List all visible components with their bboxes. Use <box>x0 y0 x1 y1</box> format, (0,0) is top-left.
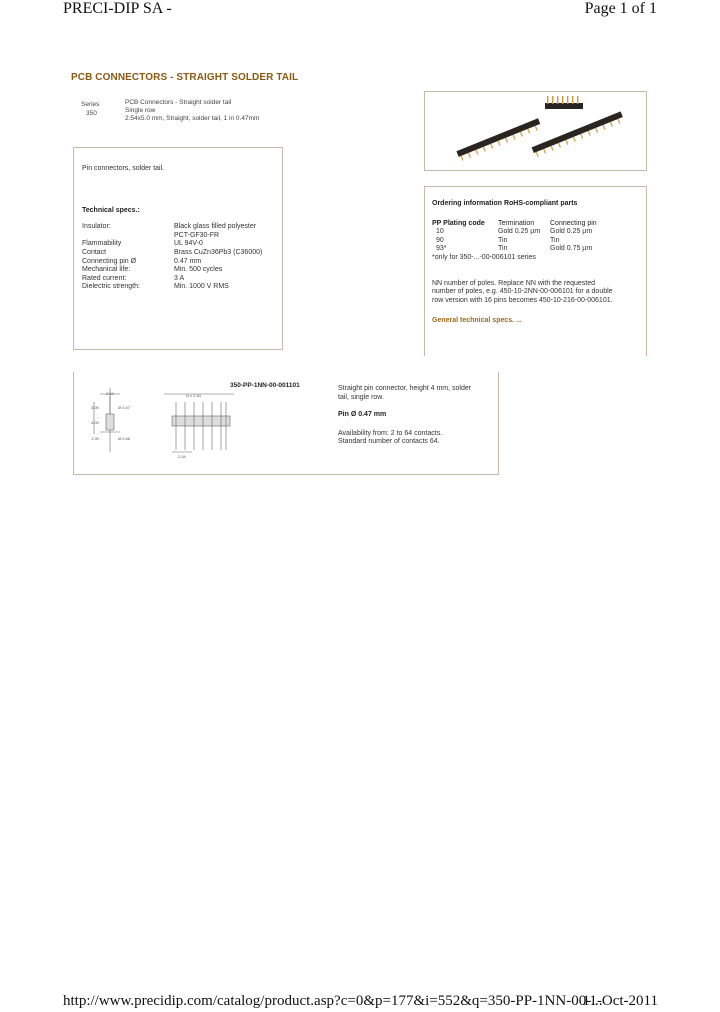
ordering-header: PP Plating code <box>432 219 485 227</box>
page-header-right: Page 1 of 1 <box>584 0 657 17</box>
spec-key: Rated current: <box>82 274 127 282</box>
connector-photo <box>425 92 646 170</box>
dim-label: 1.90 <box>91 436 99 441</box>
spec-intro: Pin connectors, solder tail. <box>82 165 165 172</box>
series-label: Series <box>81 101 100 108</box>
spec-row <box>82 232 274 241</box>
spec-table <box>82 223 274 292</box>
spec-row <box>82 283 274 292</box>
ordering-row <box>432 245 639 254</box>
spec-key <box>82 232 174 241</box>
spec-key: Contact <box>82 248 107 256</box>
spec-key: Flammability <box>82 240 122 248</box>
dim-label: 2.54 <box>178 454 186 459</box>
dim-label: Ø 0.47 <box>118 405 131 410</box>
ordering-header: Connecting pin <box>550 219 597 227</box>
spec-row <box>82 240 274 249</box>
dimension-drawing <box>74 372 344 472</box>
dim-label: Ø 0.66 <box>118 436 131 441</box>
ordering-cell: 10 <box>436 228 444 236</box>
spec-value: 3 A <box>174 274 185 282</box>
spec-value: UL 94V-0 <box>174 240 203 248</box>
product-desc-line: Straight pin connector, height 4 mm, solder <box>338 385 472 392</box>
series-description <box>125 99 259 124</box>
ordering-cell: Gold 0.25 µm <box>550 228 593 236</box>
ordering-cell: Tin <box>498 236 508 244</box>
ordering-header: Termination <box>498 219 535 227</box>
product-photo-box <box>424 91 647 171</box>
spec-value: Black glass filled polyester <box>174 223 257 231</box>
connector-strip-right <box>532 111 625 157</box>
dim-label: 4.00 <box>91 420 99 425</box>
product-standard: Standard number of contacts 64. <box>338 438 440 446</box>
ordering-cell: 93* <box>436 245 447 253</box>
part-number: 350-PP-1NN-00-001101 <box>230 382 300 389</box>
spec-row <box>82 275 274 284</box>
spec-row <box>82 249 274 258</box>
ordering-cell: Gold 0.75 µm <box>550 245 593 253</box>
spec-value: Min. 500 cycles <box>174 266 223 274</box>
spec-row <box>82 258 274 267</box>
footer-url[interactable]: http://www.precidip.com/catalog/product.asp?c=0&p=177&i=552&q=350-PP-1NN-00-... <box>63 993 603 1009</box>
spec-key: Connecting pin Ø <box>82 257 137 265</box>
spec-key: Mechanical life: <box>82 266 131 274</box>
product-pin: Pin Ø 0.47 mm <box>338 411 387 419</box>
ordering-row <box>432 237 639 246</box>
product-description <box>338 385 488 447</box>
ordering-cell: Tin <box>498 245 508 253</box>
product-availability: Availability from: 2 to 64 contacts. <box>338 429 443 437</box>
general-specs-link[interactable]: General technical specs. ... <box>432 317 522 325</box>
page-title: PCB CONNECTORS - STRAIGHT SOLDER TAIL <box>71 72 299 83</box>
page-header-left: PRECI-DIP SA - <box>63 0 172 17</box>
connector-strip-left <box>456 118 542 161</box>
spec-row <box>82 266 274 275</box>
ordering-header-row <box>432 220 639 229</box>
ordering-note: *only for 350-...-00-006101 series <box>432 253 536 261</box>
series-number: 350 <box>86 110 97 117</box>
product-box <box>73 372 499 475</box>
spec-value: Min. 1000 V RMS <box>174 283 229 291</box>
spec-key: Insulator: <box>82 223 111 231</box>
product-desc-line: tail, single row. <box>338 393 384 401</box>
nn-note <box>432 280 639 306</box>
ordering-cell: Tin <box>550 236 560 244</box>
spec-key: Dielectric strength: <box>82 283 140 291</box>
spec-row <box>82 223 274 232</box>
spec-title: Technical specs.: <box>82 206 140 214</box>
spec-value: Brass CuZn36Pb3 (C36000) <box>174 248 263 256</box>
ordering-table <box>432 220 639 263</box>
dim-label: 2.54 <box>106 391 114 396</box>
ordering-row <box>432 228 639 237</box>
dim-label: N x 2.54 <box>186 393 201 398</box>
ordering-cell: Gold 0.25 µm <box>498 228 541 236</box>
spec-value: 0.47 mm <box>174 257 202 265</box>
series-line: Single row <box>125 107 156 115</box>
ordering-cell: 90 <box>436 236 444 244</box>
ordering-title: Ordering information RoHS-compliant parts <box>432 200 578 207</box>
spec-value: PCT-GF30-FR <box>174 231 220 239</box>
front-view-drawing <box>164 394 234 452</box>
spec-box <box>73 147 283 350</box>
dim-label: 3.05 <box>91 405 99 410</box>
ordering-box <box>424 186 647 356</box>
connector-strip-back <box>545 96 583 109</box>
series-line: 2.54x5.0 mm, Straight, solder tail, 1 in 0.47mm <box>125 115 260 123</box>
nn-line: NN number of poles. Replace NN with the requested <box>432 279 596 287</box>
footer-date: 11-Oct-2011 <box>582 993 658 1009</box>
nn-line: number of poles, e.g. 450-10-2NN-00-006101 for a double <box>432 288 613 296</box>
nn-line: row version with 16 pins becomes 450-10-216-00-006101. <box>432 296 613 304</box>
series-line: PCB Connectors - Straight solder tail <box>125 99 232 106</box>
